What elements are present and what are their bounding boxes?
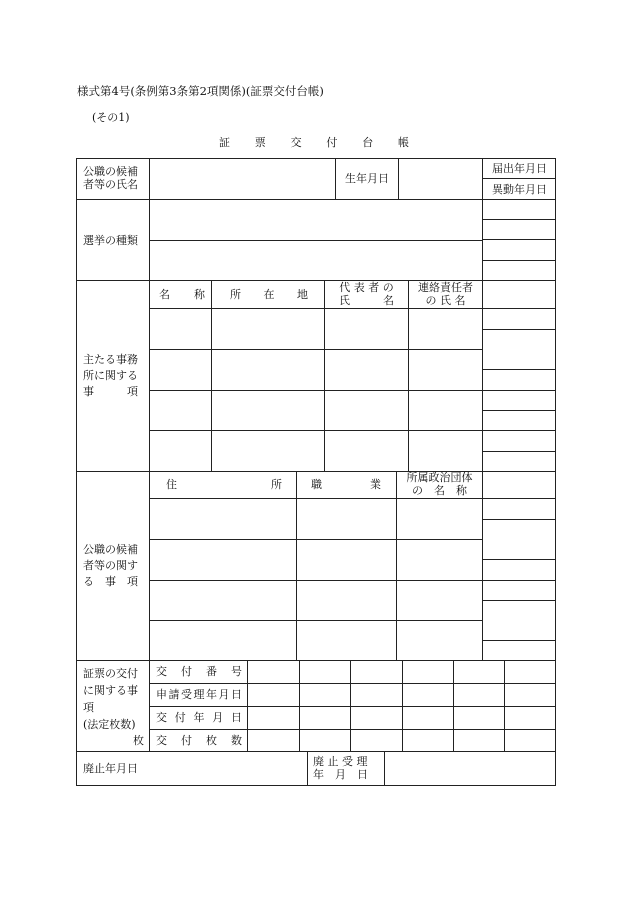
issuance-label-line: 証票の交付 bbox=[83, 667, 138, 680]
title-char: 付 bbox=[326, 136, 338, 149]
office-matters-label bbox=[83, 352, 138, 400]
office-label-line: 主たる事務 bbox=[83, 353, 138, 366]
issuance-label bbox=[83, 665, 138, 733]
abolition-receipt-label: 廃 止 受 理 年 月 日 bbox=[313, 755, 368, 781]
issuance-label-line: に関する事 bbox=[83, 684, 138, 697]
candidate-label-line: 公職の候補 bbox=[83, 543, 138, 556]
issue-date-label: 交 付 年 月 日 bbox=[156, 711, 242, 724]
issue-number-label: 交 付 番 号 bbox=[156, 665, 242, 678]
title-char: 票 bbox=[254, 136, 266, 149]
report-date-label: 届出年月日 bbox=[492, 162, 547, 175]
change-date-label: 異動年月日 bbox=[492, 183, 547, 196]
abolition-date-label: 廃止年月日 bbox=[83, 762, 138, 775]
application-date-label: 申 請 受 理 年 月 日 bbox=[156, 688, 242, 701]
document-title bbox=[219, 136, 409, 149]
candidate-name-label: 公職の候補者等の氏名 bbox=[83, 165, 138, 191]
title-char: 証 bbox=[219, 136, 230, 149]
form-grid-lines bbox=[76, 158, 556, 786]
title-char: 帳 bbox=[397, 136, 409, 149]
part-label: (その1) bbox=[92, 111, 130, 124]
col-header-party: 所属政治団体 の 名 称 bbox=[406, 471, 473, 497]
office-label-line: 事 項 bbox=[83, 385, 138, 398]
legal-count-label: (法定枚数) bbox=[83, 718, 136, 731]
title-char: 台 bbox=[362, 136, 374, 149]
col-header-address: 住 所 bbox=[166, 478, 282, 491]
form-number-title: 様式第4号(条例第3条第2項関係)(証票交付台帳) bbox=[77, 84, 324, 98]
birth-date-label: 生年月日 bbox=[345, 172, 389, 185]
issue-count-label: 交 付 枚 数 bbox=[156, 734, 242, 747]
issuance-label-line: 項 bbox=[83, 701, 94, 714]
office-label-line: 所に関する bbox=[83, 369, 138, 382]
col-header-location: 所 在 地 bbox=[230, 288, 308, 301]
col-header-name: 名 称 bbox=[159, 288, 205, 301]
ledger-form bbox=[76, 158, 556, 786]
sheets-unit-label: 枚 bbox=[133, 734, 144, 747]
candidate-matters-label bbox=[83, 542, 138, 590]
title-char: 交 bbox=[290, 136, 302, 149]
col-header-representative: 代 表 者 の 氏 名 bbox=[339, 281, 394, 307]
col-header-occupation: 職 業 bbox=[311, 478, 381, 491]
col-header-contact: 連絡責任者 の 氏 名 bbox=[418, 281, 473, 307]
candidate-label-line: 者等の関す bbox=[83, 559, 138, 572]
candidate-label-line: る 事 項 bbox=[83, 575, 138, 588]
election-type-label: 選挙の種類 bbox=[83, 234, 138, 247]
